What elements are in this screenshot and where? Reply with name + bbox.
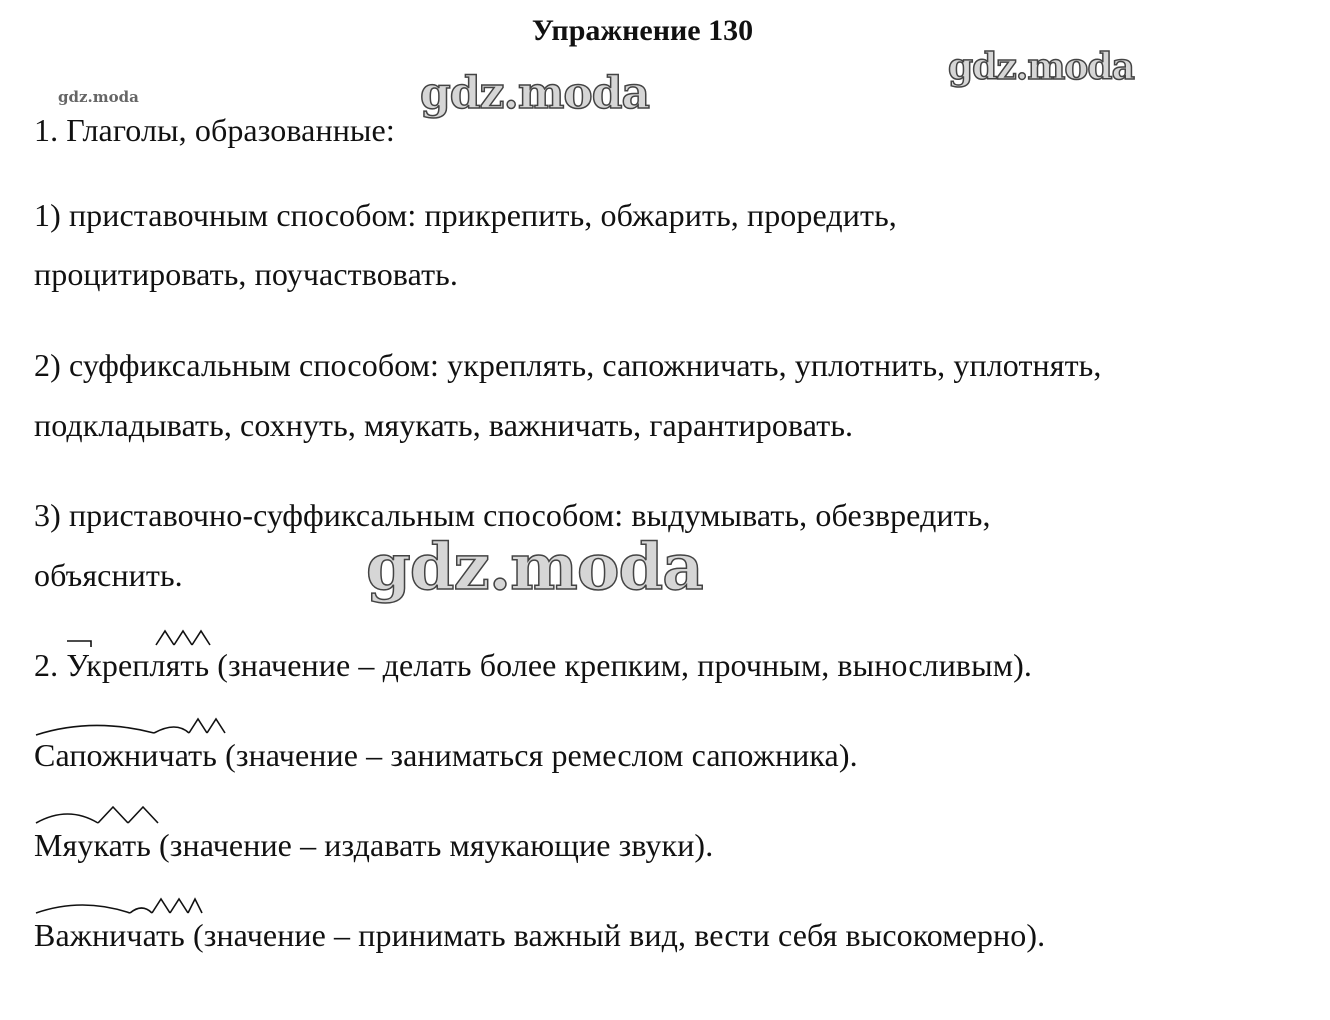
- word-ukreplyat: Укреплять: [66, 647, 209, 683]
- prefix-method-line-2: процитировать, поучаствовать.: [34, 256, 458, 292]
- prefix-suffix-method-line-2: объяснить.: [34, 557, 183, 593]
- line-number: 2.: [34, 647, 67, 683]
- word-sapozhnichat: Сапожничать: [34, 737, 217, 773]
- prefix-method-line-1: 1) приставочным способом: прикрепить, обжарить, проредить,: [34, 197, 897, 233]
- watermark-small: gdz.moda: [58, 88, 139, 106]
- morpheme-line-ukreplyat: 2. Укреплять (значение – делать более крепким, прочным, выносливым).: [34, 647, 1032, 684]
- morpheme-line-sapozhnichat: Сапожничать (значение – заниматься ремеслом сапожника).: [34, 737, 858, 774]
- suffix-method-line-1: 2) суффиксальным способом: укреплять, сапожничать, уплотнить, уплотнять,: [34, 347, 1102, 383]
- morpheme-line-vazhnichat: Важничать (значение – принимать важный вид, вести себя высокомерно).: [34, 917, 1045, 954]
- suffix-method-line-2: подкладывать, сохнуть, мяукать, важничать, гарантировать.: [34, 407, 854, 443]
- exercise-title: Упражнение 130: [531, 14, 754, 47]
- word-vazhnichat: Важничать: [34, 917, 185, 953]
- morpheme-marks-sapozhnichat: [34, 713, 244, 739]
- heading-verbs-formed: 1. Глаголы, образованные:: [34, 112, 395, 148]
- prefix-suffix-method-line-1: 3) приставочно-суффиксальным способом: выдумывать, обезвредить,: [34, 497, 991, 533]
- morpheme-marks-myaukat: [34, 803, 174, 829]
- word-myaukat: Мяукать: [34, 827, 151, 863]
- watermark-top-center: gdz.moda: [420, 68, 650, 119]
- morpheme-line-myaukat: Мяукать (значение – издавать мяукающие звуки).: [34, 827, 713, 864]
- morpheme-marks-vazhnichat: [34, 893, 214, 919]
- watermark-top-right: gdz.moda: [948, 46, 1134, 88]
- watermark-center: gdz.moda: [366, 530, 703, 605]
- morpheme-marks-ukreplyat: [66, 625, 226, 649]
